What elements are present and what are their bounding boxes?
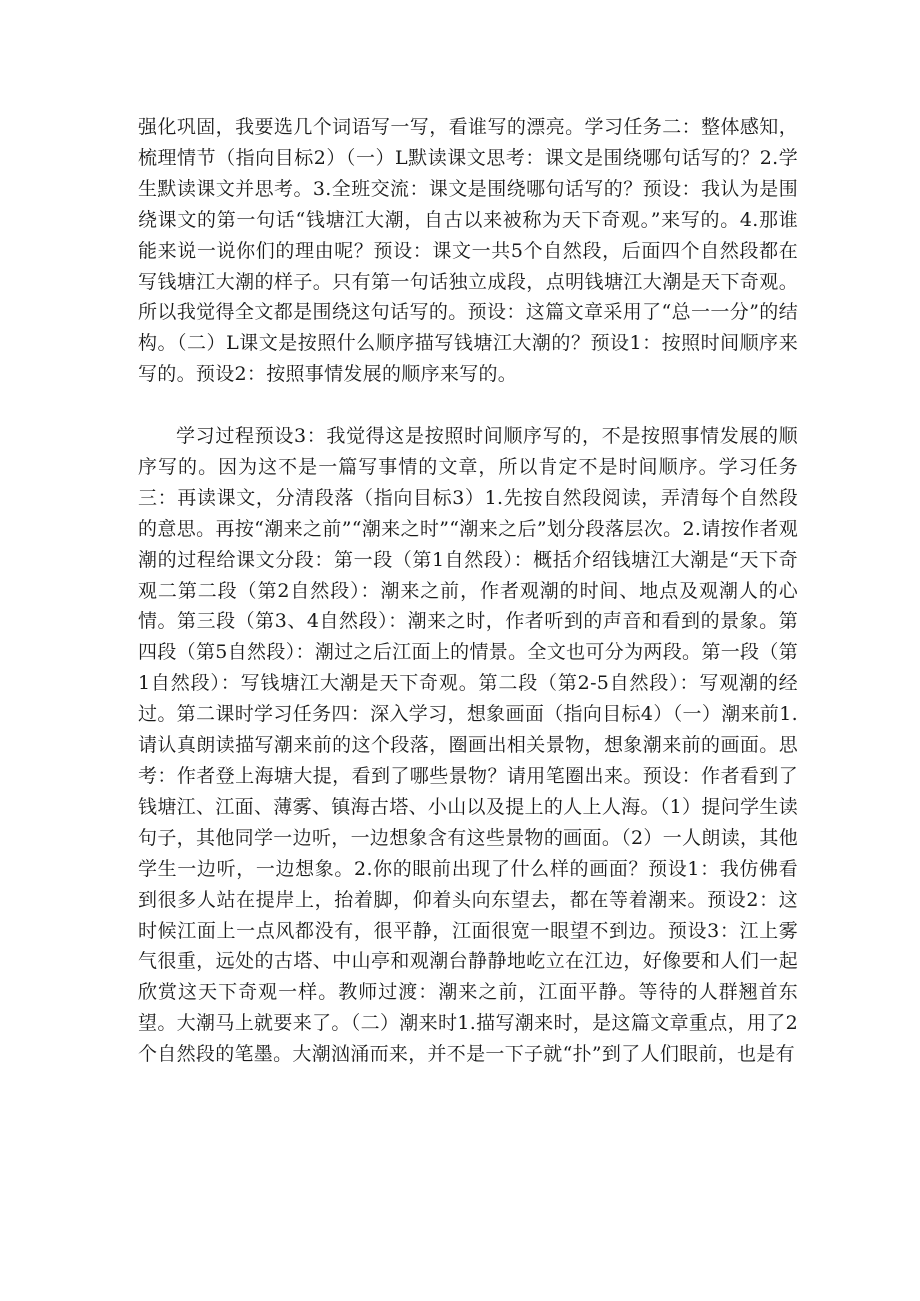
paragraph-2: 学习过程预设3：我觉得这是按照时间顺序写的，不是按照事情发展的顺序写的。因为这不是一篇写事情的文章，所以肯定不是时间顺序。学习任务三：再读课文，分清段落（指向目标3）1.先按自然段阅读，弄清每个自然段的意思。再按“潮来之前”“潮来之时”“潮来之后”划分段落层次。2.请按作者观潮的过程给课文分段：第一段（第1自然段）：概括介绍钱塘江大潮是“天下奇观二第二段（第2自然段）：潮来之前，作者观潮的时间、地点及观潮人的心情。第三段（第3、4自然段）：潮来之时，作者听到的声音和看到的景象。第四段（第5自然段）：潮过之后江面上的情景。全文也可分为两段。第一段（第1自然段）：写钱塘江大潮是天下奇观。第二段（第2-5自然段）：写观潮的经过。第二课时学习任务四：深入学习，想象画面（指向目标4）（一）潮来前1.请认真朗读描写潮来前的这个段落，圈画出相关景物，想象潮来前的画面。思考：作者登上海塘大提，看到了哪些景物？请用笔圈出来。预设：作者看到了钱塘江、江面、薄雾、镇海古塔、小山以及提上的人上人海。（1）提问学生读句子，其他同学一边听，一边想象含有这些景物的画面。（2）一人朗读，其他学生一边听，一边想象。2.你的眼前出现了什么样的画面？预设1：我仿佛看到很多人站在提岸上，抬着脚，仰着头向东望去，都在等着潮来。预设2：这时候江面上一点风都没有，很平静，江面很宽一眼望不到边。预设3：江上雾气很重，远处的古塔、中山亭和观潮台静静地屹立在江边，好像要和人们一起欣赏这天下奇观一样。教师过渡：潮来之前，江面平静。等待的人群翘首东望。大潮马上就要来了。（二）潮来时1.描写潮来时，是这篇文章重点，用了2个自然段的笔墨。大潮汹涌而来，并不是一下子就“扑”到了人们眼前，也是有 [138, 425, 798, 1066]
paragraph-1: 强化巩固，我要选几个词语写一写，看谁写的漂亮。学习任务二：整体感知，梳理情节（指向目标2）（一）L默读课文思考：课文是围绕哪句话写的？2.学生默读课文并思考。3.全班交流：课文是围绕哪句话写的？预设：我认为是围绕课文的第一句话“钱塘江大潮，自古以来被称为天下奇观。”来写的。4.那谁能来说一说你们的理由呢？预设：课文一共5个自然段，后面四个自然段都在写钱塘江大潮的样子。只有第一句话独立成段，点明钱塘江大潮是天下奇观。所以我觉得全文都是围绕这句话写的。预设：这篇文章采用了“总一一分”的结构。（二）L课文是按照什么顺序描写钱塘江大潮的？预设1：按照时间顺序来写的。预设2：按照事情发展的顺序来写的。 [138, 116, 798, 386]
